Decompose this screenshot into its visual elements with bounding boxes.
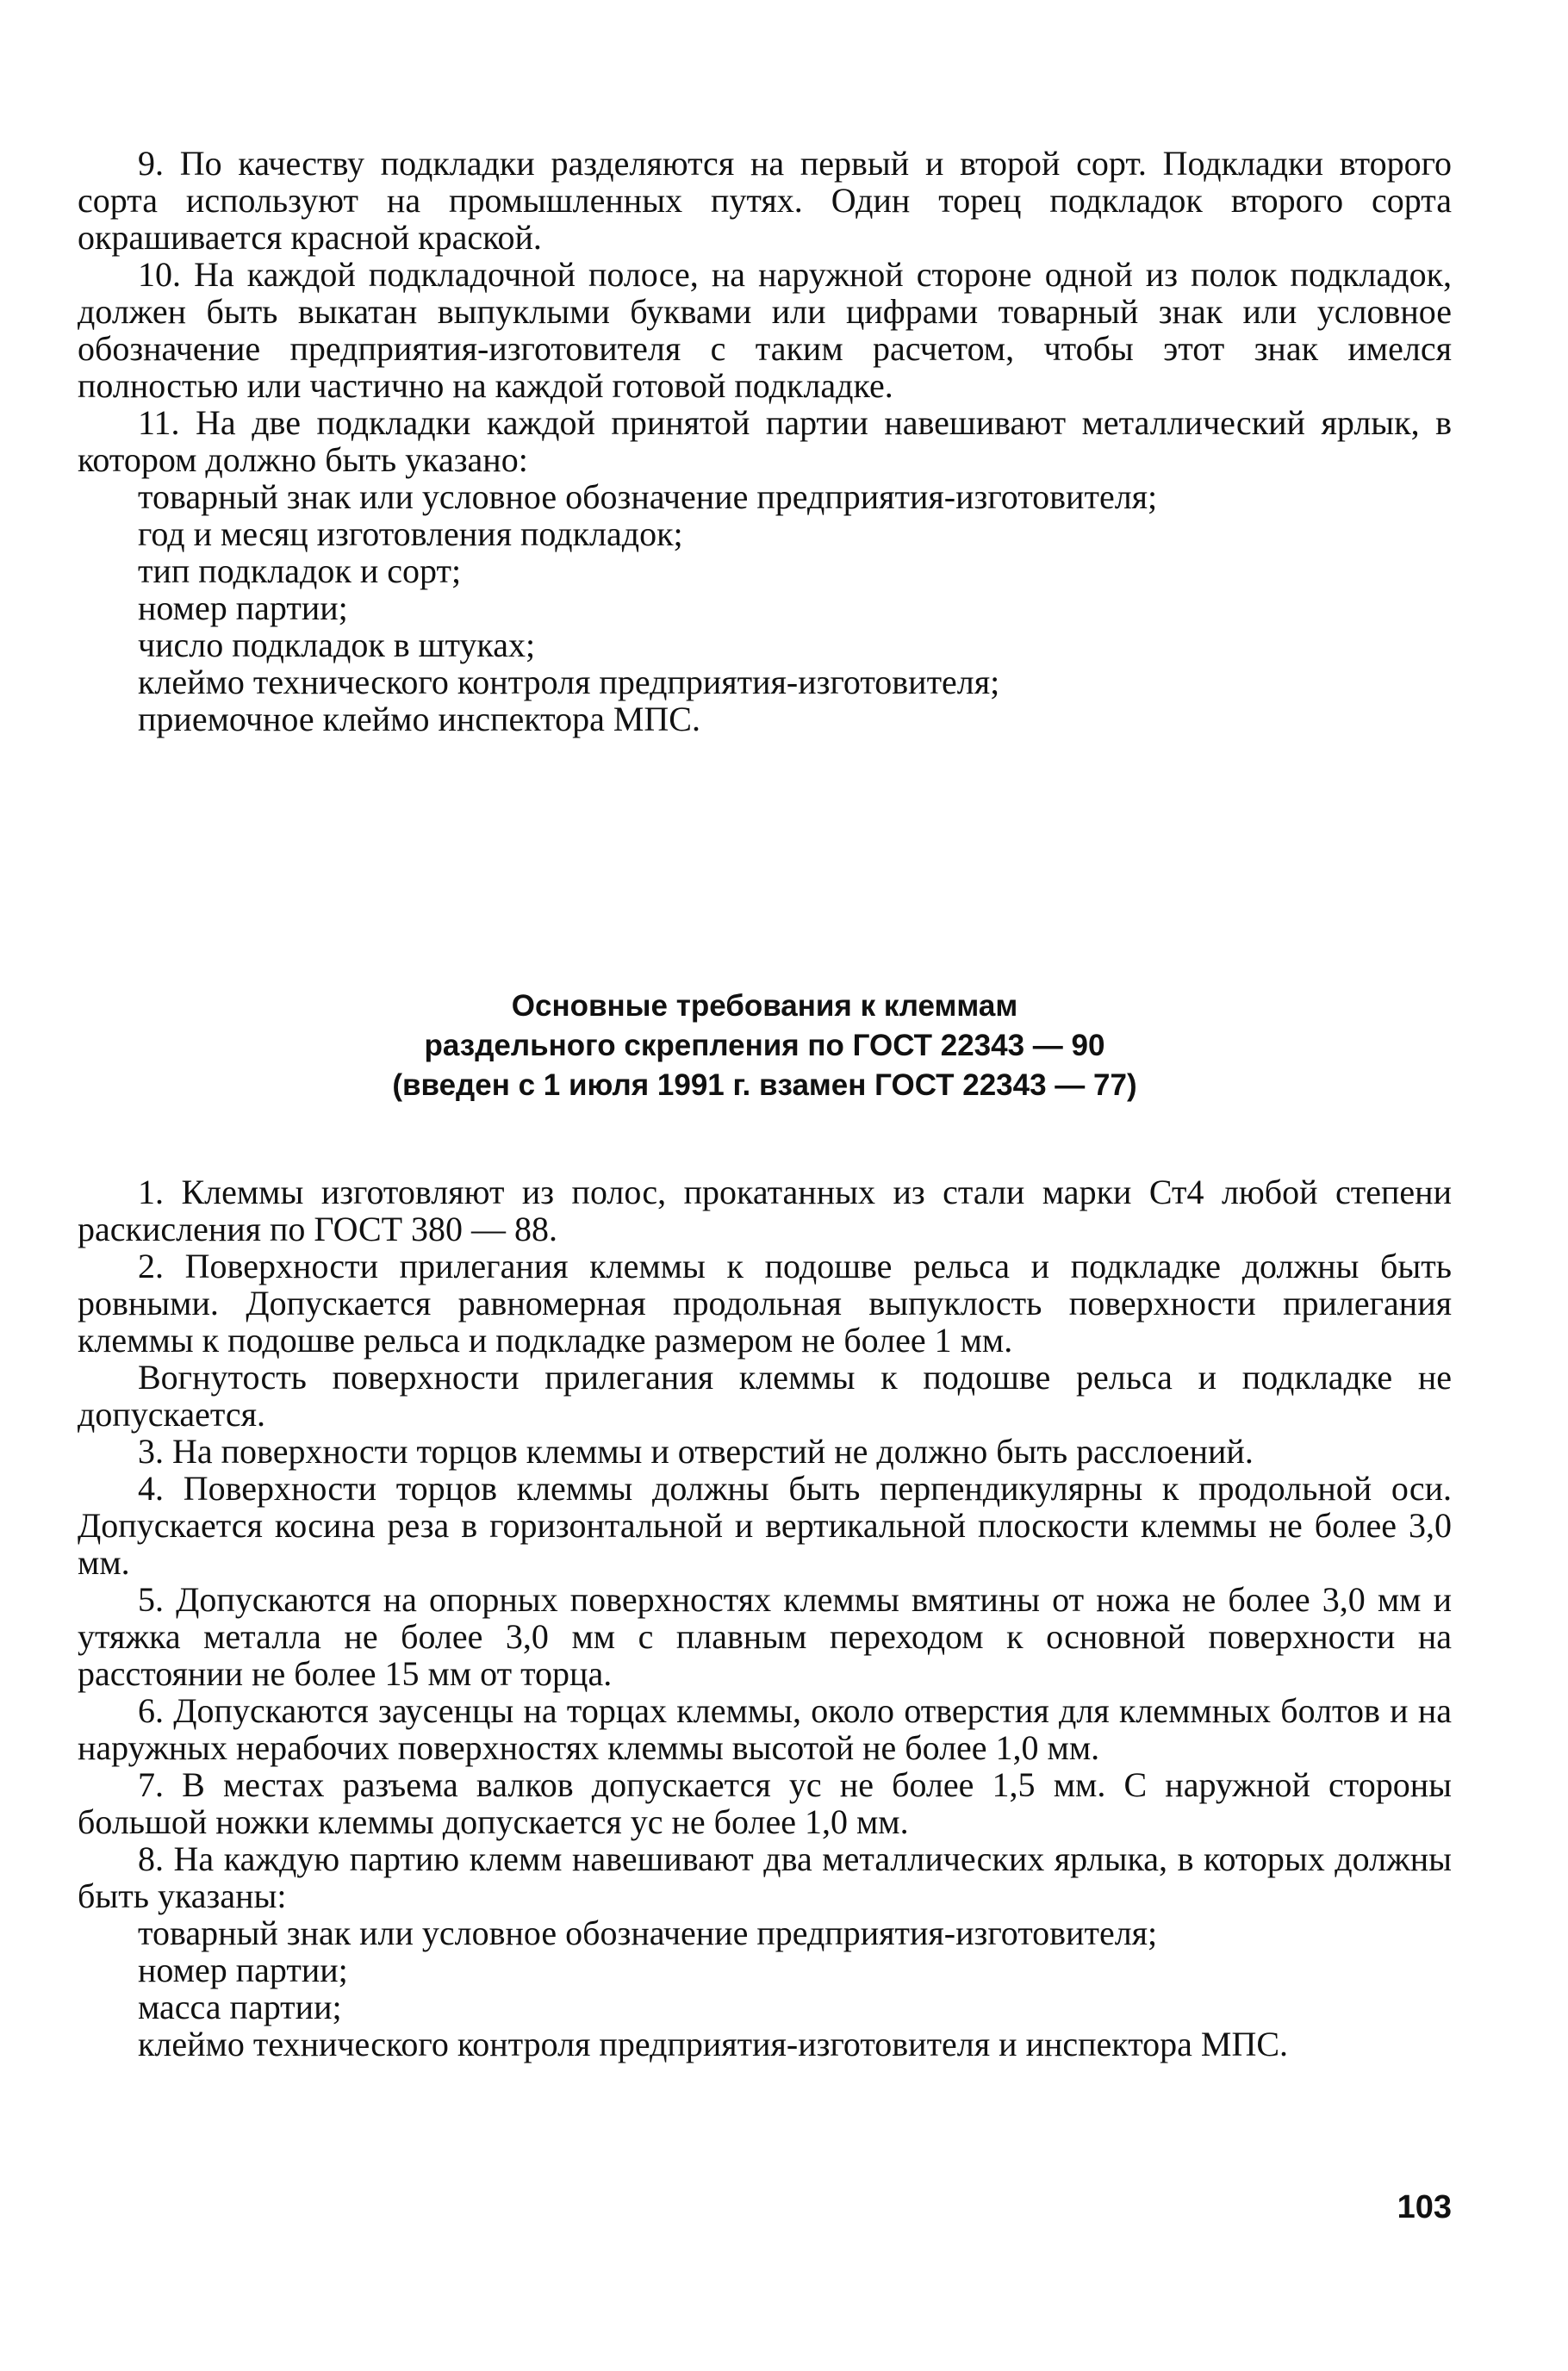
paragraph-11: 11. На две подкладки каждой принятой партии навешивают металлический ярлык, в котором должно быть указано: bbox=[78, 403, 1452, 479]
list-item: масса партии; bbox=[138, 1988, 342, 2026]
paragraph-6: 6. Допускаются заусенцы на торцах клеммы, около отверстия для клеммных болтов и на наружных нерабочих поверхностях клеммы высотой не более 1,0 мм. bbox=[78, 1691, 1452, 1767]
list-item: приемочное клеймо инспектора МПС. bbox=[138, 700, 700, 738]
pads-requirements-section bbox=[78, 145, 1452, 737]
paragraph-1: 1. Клеммы изготовляют из полос, прокатанных из стали марки Ст4 любой степени раскисления по ГОСТ 380 — 88. bbox=[78, 1173, 1452, 1248]
list-item: товарный знак или условное обозначение предприятия-изготовителя; bbox=[138, 1914, 1158, 1952]
paragraph-2-continued: Вогнутость поверхности прилегания клеммы к подошве рельса и подкладке не допускается. bbox=[78, 1358, 1452, 1434]
list-item: тип подкладок и сорт; bbox=[138, 551, 462, 590]
list-item: товарный знак или условное обозначение предприятия-изготовителя; bbox=[138, 477, 1158, 516]
paragraph-3: 3. На поверхности торцов клеммы и отверстий не должно быть расслоений. bbox=[138, 1432, 1254, 1471]
paragraph-8: 8. На каждую партию клемм навешивают два металлических ярлыка, в которых должны быть указаны: bbox=[78, 1839, 1452, 1915]
list-item: номер партии; bbox=[138, 1951, 348, 1989]
paragraph-7: 7. В местах разъема валков допускается ус не более 1,5 мм. С наружной стороны большой ножки клеммы допускается ус не более 1,0 мм. bbox=[78, 1765, 1452, 1841]
heading-line-1: Основные требования к клеммам bbox=[511, 989, 1018, 1023]
heading-line-3: (введен с 1 июля 1991 г. взамен ГОСТ 22343 — 77) bbox=[392, 1068, 1137, 1102]
clamp-requirements-section bbox=[78, 1173, 1452, 2063]
section-heading bbox=[78, 986, 1452, 1105]
list-item: клеймо технического контроля предприятия-изготовителя и инспектора МПС. bbox=[138, 2025, 1289, 2063]
paragraph-9: 9. По качеству подкладки разделяются на первый и второй сорт. Подкладки второго сорта используют на промышленных путях. Один торец подкладок второго сорта окрашивается красной краской. bbox=[78, 144, 1452, 257]
paragraph-4: 4. Поверхности торцов клеммы должны быть перпендикулярны к продольной оси. Допускается косина реза в горизонтальной и вертикальной плоскости клеммы не более 3,0 мм. bbox=[78, 1469, 1452, 1582]
paragraph-10: 10. На каждой подкладочной полосе, на наружной стороне одной из полок подкладок, должен быть выкатан выпуклыми буквами или цифрами товарный знак или условное обозначение предприятия-изготовителя с таким расчетом, чтобы этот знак имелся полностью или частично на каждой готовой подкладке. bbox=[78, 255, 1452, 405]
list-item: клеймо технического контроля предприятия-изготовителя; bbox=[138, 663, 1000, 701]
list-item: год и месяц изготовления подкладок; bbox=[138, 514, 683, 553]
paragraph-2: 2. Поверхности прилегания клеммы к подошве рельса и подкладке должны быть ровными. Допускается равномерная продольная выпуклость поверхности прилегания клеммы к подошве рельса и подкладке размером не более 1 мм. bbox=[78, 1247, 1452, 1360]
list-item: номер партии; bbox=[138, 588, 348, 627]
heading-line-2: раздельного скрепления по ГОСТ 22343 — 90 bbox=[424, 1029, 1105, 1062]
paragraph-5: 5. Допускаются на опорных поверхностях клеммы вмятины от ножа не более 3,0 мм и утяжка металла не более 3,0 мм с плавным переходом к основной поверхности на расстоянии не более 15 мм от торца. bbox=[78, 1580, 1452, 1693]
list-item: число подкладок в штуках; bbox=[138, 625, 536, 664]
tag-contents-list bbox=[78, 1914, 1452, 2063]
page-number: 103 bbox=[1397, 2189, 1452, 2225]
label-contents-list bbox=[78, 478, 1452, 737]
document-page bbox=[78, 0, 1452, 2371]
